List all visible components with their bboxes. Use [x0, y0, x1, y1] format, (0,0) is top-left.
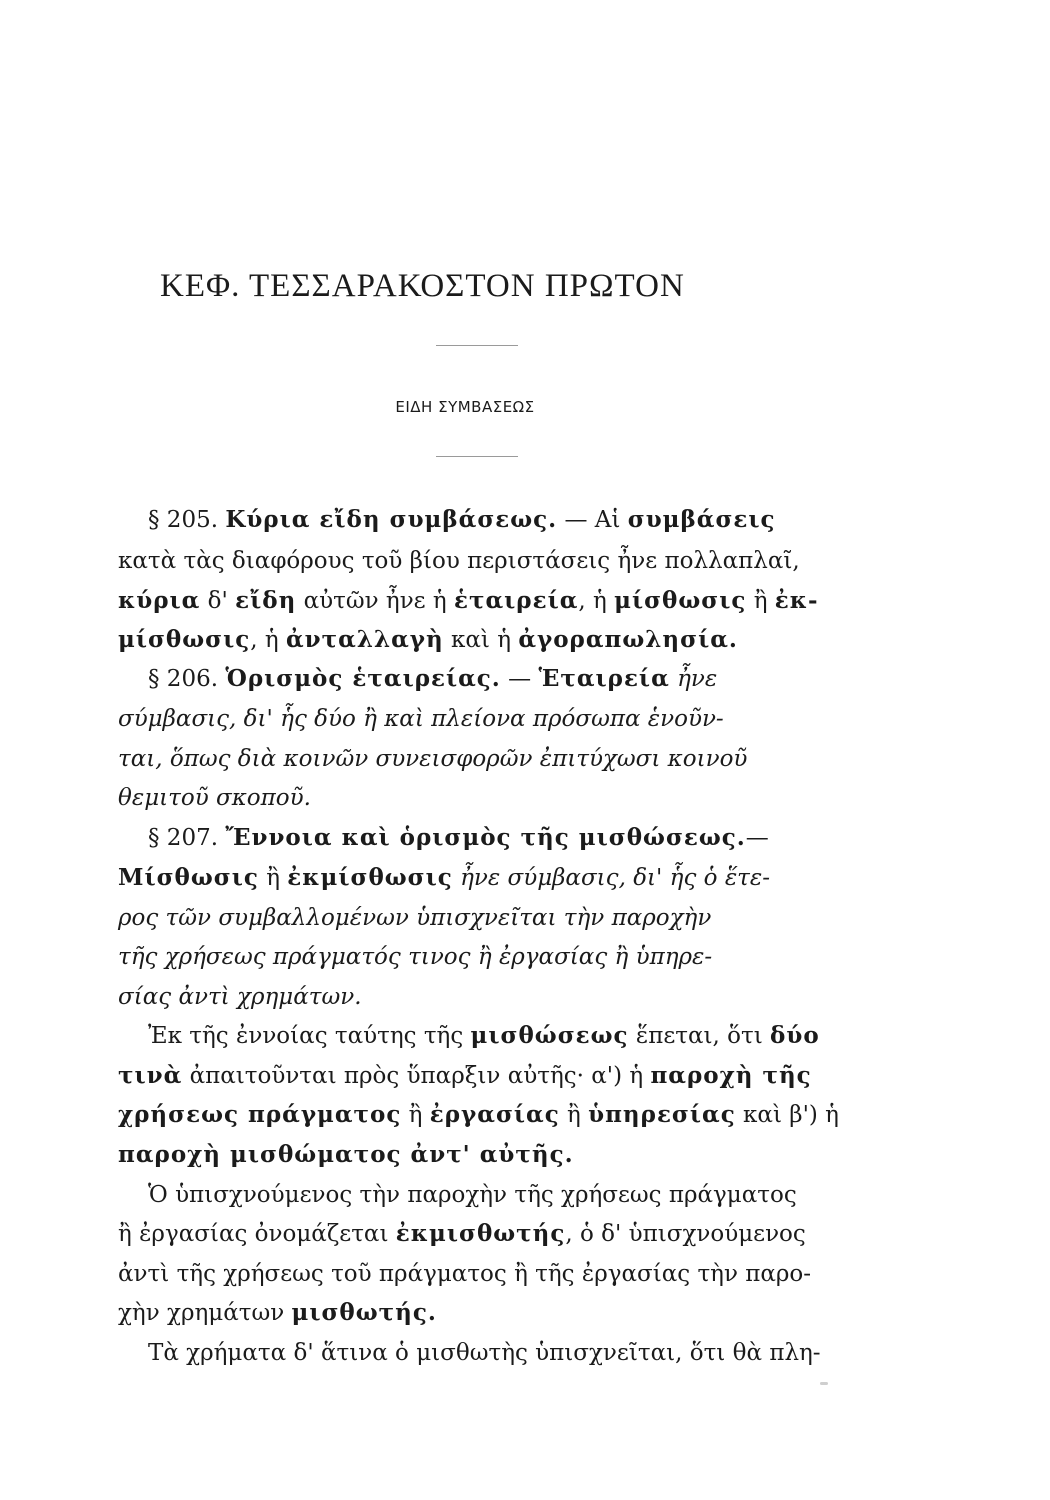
text-span: ἢ [258, 865, 288, 891]
text-span: χὴν χρημάτων [118, 1300, 292, 1326]
text-line [118, 942, 838, 972]
text-span: καὶ ἡ [443, 627, 519, 653]
text-line [118, 783, 838, 813]
bold-phrase: μίσθωσις [614, 587, 747, 614]
italic-phrase: ται, ὅπως διὰ κοινῶν συνεισφορῶν ἐπιτύχωσι κοινοῦ [118, 746, 748, 772]
section-heading: ΕΙΔΗ ΣΥΜΒΑΣΕΩΣ [395, 398, 535, 416]
italic-phrase: ρος τῶν συμβαλλομένων ὑπισχνεῖται τὴν παροχὴν [118, 905, 712, 931]
text-line [118, 704, 838, 734]
text-span: κατὰ τὰς διαφόρους τοῦ βίου περιστάσεις ἦνε πολλαπλαῖ, [118, 548, 800, 574]
text-line [148, 823, 868, 853]
paragraph-number: § 207. [148, 825, 226, 851]
bold-phrase: Ἔννοια καὶ ὁρισμὸς τῆς μισθώσεως. [225, 824, 746, 851]
bold-phrase: ἐκμίσθωσις [287, 864, 453, 891]
italic-phrase: θεμιτοῦ σκοποῦ. [118, 785, 311, 811]
text-span: ἢ ἐργασίας ὀνομάζεται [118, 1221, 396, 1247]
bold-phrase: Κύρια εἴδη συμβάσεως. [225, 506, 558, 533]
text-span: — [745, 825, 769, 851]
text-line [118, 982, 838, 1012]
bold-phrase: ἀνταλλαγὴ [285, 626, 444, 653]
bold-phrase: ἀγοραπωλησία. [518, 626, 738, 653]
bold-phrase: χρήσεως πράγματος [118, 1101, 402, 1128]
bold-phrase: μισθώσεως [470, 1022, 629, 1049]
bold-phrase: εἴδη [235, 587, 297, 614]
italic-phrase: σύμβασις, δι' ἧς δύο ἢ καὶ πλείονα πρόσωπα ἑνοῦν- [118, 706, 724, 732]
bold-phrase: μισθωτής. [291, 1299, 437, 1326]
text-line [148, 1180, 868, 1210]
italic-phrase: τῆς χρήσεως πράγματός τινος ἢ ἐργασίας ἢ ὑπηρε- [118, 944, 713, 970]
text-span: — Αἱ [557, 507, 628, 533]
text-line [148, 1338, 868, 1368]
text-line [118, 625, 838, 655]
text-line [118, 744, 838, 774]
bold-phrase: Μίσθωσις [118, 864, 259, 891]
bold-phrase: ὑπηρεσίας [588, 1101, 736, 1128]
bold-phrase: ἐκμισθωτής [395, 1220, 566, 1247]
text-line [118, 1298, 838, 1328]
bold-phrase: τινὰ [118, 1062, 183, 1089]
scan-speck [820, 1382, 828, 1385]
paragraph-number: § 205. [148, 507, 226, 533]
text-line [118, 1219, 838, 1249]
text-span: ἀπαιτοῦνται πρὸς ὕπαρξιν αὐτῆς· α') ἡ [182, 1063, 651, 1089]
bold-phrase: μίσθωσις [118, 626, 251, 653]
text-span: , ἡ [578, 588, 615, 614]
divider-top [436, 345, 518, 346]
text-span: ἀντὶ τῆς χρήσεως τοῦ πράγματος ἢ τῆς ἐργασίας τὴν παρο- [118, 1261, 812, 1287]
text-line [148, 505, 868, 535]
text-span: ἢ [746, 588, 775, 614]
text-span: καὶ β') ἡ [735, 1102, 839, 1128]
text-line [148, 1021, 868, 1051]
paragraph-number: § 206. [148, 666, 226, 692]
bold-phrase: ἐργασίας [429, 1101, 560, 1128]
bold-phrase: Ὁρισμὸς ἑταιρείας. [225, 665, 501, 692]
text-line [118, 546, 838, 576]
text-span: ἢ [401, 1102, 430, 1128]
italic-phrase: σίας ἀντὶ χρημάτων. [118, 984, 362, 1010]
text-span: Τὰ χρήματα δ' ἅτινα ὁ μισθωτὴς ὑπισχνεῖται, ὅτι θὰ πλη- [148, 1340, 821, 1366]
text-span: ἢ [559, 1102, 589, 1128]
text-span: δ' [200, 588, 236, 614]
bold-phrase: ἐκ- [774, 587, 819, 614]
text-span: Ἐκ τῆς ἐννοίας ταύτης τῆς [148, 1023, 471, 1049]
text-line [118, 1061, 838, 1091]
text-line [118, 586, 838, 616]
text-line [148, 664, 868, 694]
bold-phrase: παροχὴ τῆς [650, 1062, 812, 1089]
chapter-title: ΚΕΦ. ΤΕΣΣΑΡΑΚΟΣΤΟΝ ΠΡΩΤΟΝ [160, 268, 685, 304]
bold-phrase: παροχὴ μισθώματος ἀντ' αὐτῆς. [118, 1141, 574, 1168]
text-line [118, 863, 838, 893]
italic-phrase: ἦνε [669, 666, 718, 692]
text-span: , ἡ [250, 627, 286, 653]
text-line [118, 1100, 838, 1130]
text-span: , ὁ δ' ὑπισχνούμενος [565, 1221, 806, 1247]
italic-phrase: ἦνε σύμβασις, δι' ἧς ὁ ἕτε- [452, 865, 770, 891]
text-span: ἕπεται, ὅτι [628, 1023, 771, 1049]
bold-phrase: ἑταιρεία [454, 587, 579, 614]
bold-phrase: Ἑταιρεία [538, 665, 670, 692]
bold-phrase: δύο [770, 1022, 820, 1049]
text-line [118, 903, 838, 933]
text-span: αὐτῶν ἦνε ἡ [296, 588, 454, 614]
text-line [118, 1259, 838, 1289]
text-line [118, 1140, 838, 1170]
divider-bottom [436, 456, 518, 457]
bold-phrase: κύρια [118, 587, 201, 614]
bold-phrase: συμβάσεις [627, 506, 776, 533]
text-span: — [500, 666, 539, 692]
text-span: Ὁ ὑπισχνούμενος τὴν παροχὴν τῆς χρήσεως πράγματος [148, 1182, 797, 1208]
